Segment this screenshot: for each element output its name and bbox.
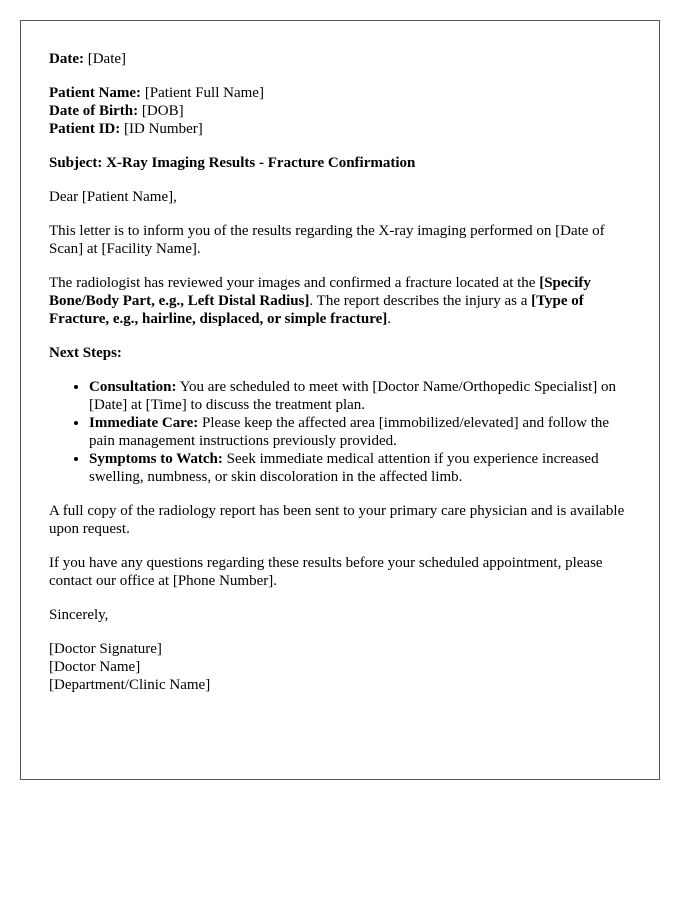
next-steps-heading-text: Next Steps: [49,345,122,361]
consultation-label: Consultation: [89,379,177,395]
patient-id-value: [ID Number] [124,121,203,137]
intro-paragraph: This letter is to inform you of the results regarding the X-ray imaging performed on [Date of Scan] at [Facility Name]. [49,223,605,257]
patient-info [49,84,631,138]
subject-text: Subject: X-Ray Imaging Results - Fracture Confirmation [49,155,416,171]
date-label: Date: [49,51,84,67]
salutation: Dear [Patient Name], [49,189,177,205]
immediate-care-label: Immediate Care: [89,415,199,431]
dob-line [49,102,631,120]
findings-type: [Type of Fracture, e.g., hairline, displaced, or simple fracture] [49,293,584,327]
signature-block [49,640,631,694]
letter-page [20,20,660,780]
list-item-consultation [89,378,631,414]
list-item-symptoms [89,450,631,486]
findings-bone: [Specify Bone/Body Part, e.g., Left Distal Radius] [49,275,591,309]
next-steps-list [49,378,631,486]
symptoms-label: Symptoms to Watch: [89,451,223,467]
contact-paragraph: If you have any questions regarding these results before your scheduled appointment, please contact our office at [Phone Number]. [49,555,603,589]
findings-text-2: . The report describes the injury as a [309,293,532,309]
patient-id-line [49,120,631,138]
doctor-name: [Doctor Name] [49,659,141,675]
next-steps-heading [49,344,631,362]
dob-label: Date of Birth: [49,103,139,119]
patient-id-label: Patient ID: [49,121,121,137]
findings-text-1: The radiologist has reviewed your images and confirmed a fracture located at the [49,275,540,291]
patient-name-line [49,84,631,102]
patient-name-value: [Patient Full Name] [144,85,264,101]
list-item-immediate-care [89,414,631,450]
subject-line [49,154,631,172]
symptoms-text: Seek immediate medical attention if you experience increased swelling, numbness, or skin discoloration in the affected limb. [89,451,599,485]
dob-value: [DOB] [141,103,184,119]
doctor-signature: [Doctor Signature] [49,641,162,657]
findings-paragraph [49,274,631,328]
patient-name-label: Patient Name: [49,85,142,101]
department-name: [Department/Clinic Name] [49,677,211,693]
date-value: [Date] [87,51,127,67]
immediate-care-text: Please keep the affected area [immobilized/elevated] and follow the pain management instructions previously provided. [89,415,610,449]
closing: Sincerely, [49,607,109,623]
consultation-text: You are scheduled to meet with [Doctor Name/Orthopedic Specialist] on [Date] at [Time] to discuss the treatment plan. [89,379,617,413]
report-paragraph: A full copy of the radiology report has been sent to your primary care physician and is available upon request. [49,503,625,537]
date-line [49,50,631,68]
findings-text-3: . [387,311,392,327]
